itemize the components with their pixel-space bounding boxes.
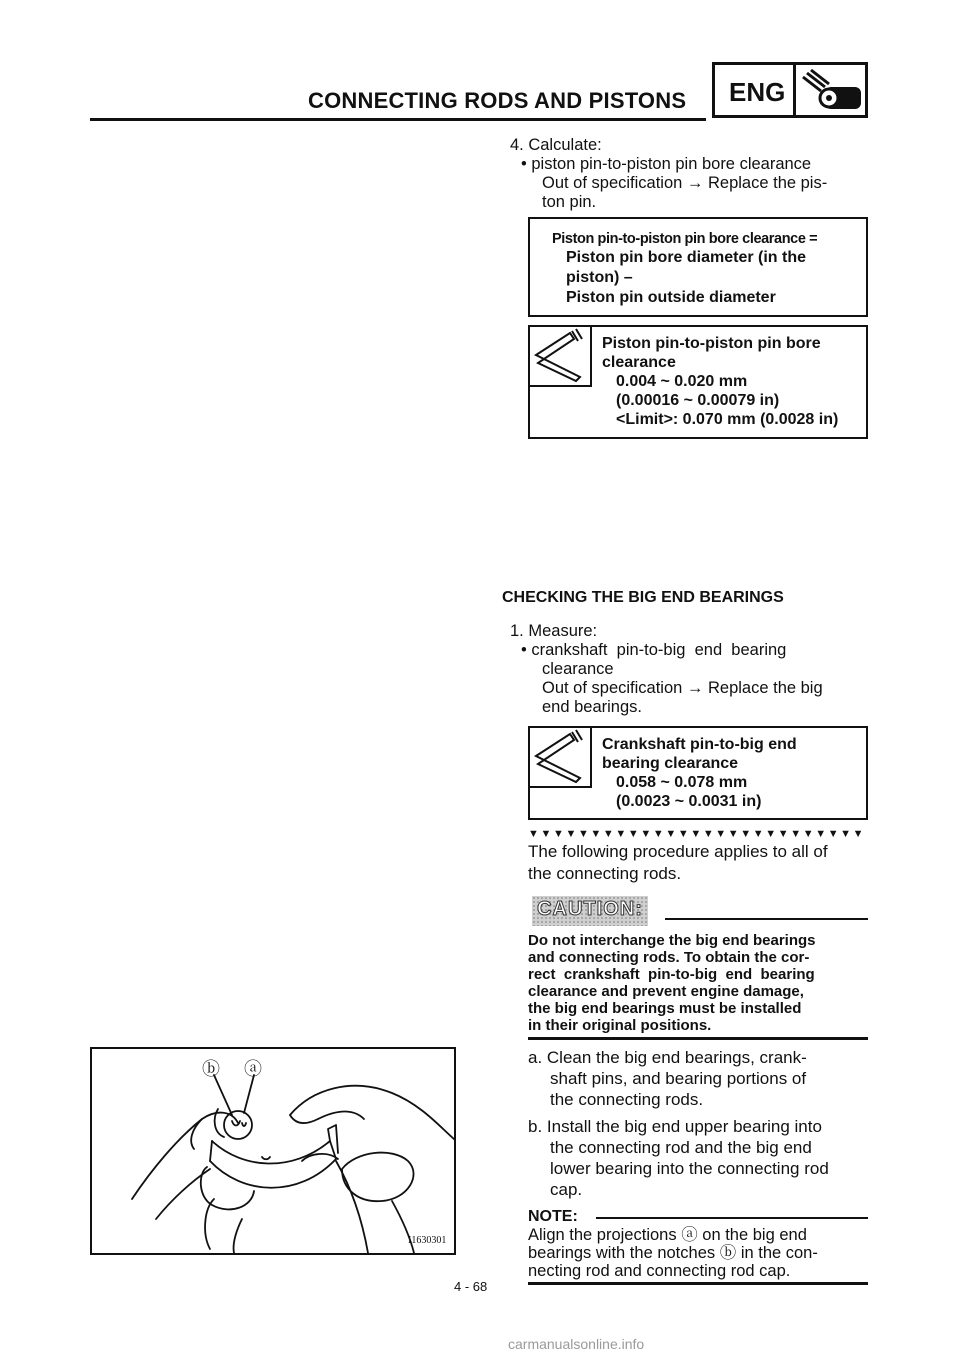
note-fragment: Align the projections xyxy=(528,1226,677,1244)
step-4-bullet: • piston pin-to-piston pin bore clearance xyxy=(521,155,812,173)
formula-line: Piston pin-to-piston pin bore clearance = xyxy=(552,231,818,247)
step-b xyxy=(528,1116,829,1200)
spec-title: Crankshaft pin-to-big end xyxy=(602,736,797,753)
caution-line: the big end bearings must be installed xyxy=(528,1000,802,1017)
step-4-line: Out of specification → Replace the pis- xyxy=(542,174,828,192)
formula-box xyxy=(528,217,868,317)
spec-title: bearing clearance xyxy=(602,755,739,772)
note-fragment: in the con- xyxy=(740,1244,818,1262)
section-badge xyxy=(712,62,868,118)
caution-line: clearance and prevent engine damage, xyxy=(528,983,804,1000)
caliper-icon-box xyxy=(530,327,592,387)
step-a-line: shaft pins, and bearing portions of xyxy=(550,1069,807,1088)
caution-bottom-rule xyxy=(528,1037,868,1040)
note-label: NOTE: xyxy=(528,1208,578,1225)
engine-icon xyxy=(799,67,865,115)
step-4-intro: 4. Calculate: xyxy=(510,136,602,154)
spec-value: 0.004 ~ 0.020 mm xyxy=(616,373,748,390)
step-a-line: a. Clean the big end bearings, crank- xyxy=(528,1048,807,1067)
callout-a-marker: ⓐ xyxy=(681,1226,698,1244)
formula-line: Piston pin bore diameter (in the xyxy=(566,249,807,266)
caution-label: CAUTION: xyxy=(537,898,643,920)
step-1-line: end bearings. xyxy=(542,698,642,716)
caution-line: rect crankshaft pin-to-big end bearing xyxy=(528,966,815,983)
note-line xyxy=(528,1244,818,1262)
procedure-text: the connecting rods. xyxy=(528,864,682,883)
caution-line: in their original positions. xyxy=(528,1017,712,1034)
spec-box xyxy=(528,726,868,820)
bearing-figure xyxy=(90,1047,456,1255)
watermark: carmanualsonline.info xyxy=(508,1336,645,1352)
note-fragment: bearings with the notches xyxy=(528,1244,716,1262)
note-rule xyxy=(596,1217,868,1219)
caliper-icon xyxy=(530,327,588,383)
note-line: necting rod and connecting rod cap. xyxy=(528,1262,791,1280)
step-b-line: b. Install the big end upper bearing into xyxy=(528,1117,822,1136)
caliper-icon-box xyxy=(530,728,592,788)
caliper-icon xyxy=(530,728,588,784)
callout-b-marker: ⓑ xyxy=(719,1244,737,1262)
section-label: ENG xyxy=(729,77,786,107)
spec-box xyxy=(528,325,868,439)
caution-rule xyxy=(665,918,868,920)
step-1-line: clearance xyxy=(542,660,614,678)
procedure-start-markers: ▼▼▼▼▼▼▼▼▼▼▼▼▼▼▼▼▼▼▼▼▼▼▼▼▼▼▼ xyxy=(528,828,866,840)
step-1-bullet: • crankshaft pin-to-big end bearing xyxy=(521,641,787,659)
spec-value: 0.058 ~ 0.078 mm xyxy=(616,774,748,791)
note-fragment: on the big end xyxy=(702,1226,807,1244)
spec-value: (0.0023 ~ 0.0031 in) xyxy=(616,793,762,810)
formula-line: Piston pin outside diameter xyxy=(566,289,776,306)
section-heading: CHECKING THE BIG END BEARINGS xyxy=(502,589,784,606)
caution-line: and connecting rods. To obtain the cor- xyxy=(528,949,810,966)
figure-code: I1630301 xyxy=(408,1235,447,1246)
step-a xyxy=(528,1047,807,1110)
page-title: CONNECTING RODS AND PISTONS xyxy=(308,88,687,113)
note-text xyxy=(528,1226,818,1280)
step-b-line: cap. xyxy=(550,1180,583,1199)
note-bottom-rule xyxy=(528,1282,868,1285)
step-a-line: the connecting rods. xyxy=(550,1090,704,1109)
step-1-intro: 1. Measure: xyxy=(510,622,598,640)
bearing-illustration xyxy=(92,1049,454,1253)
formula-line: piston) – xyxy=(566,269,633,286)
spec-title: clearance xyxy=(602,354,676,371)
callout-a-label: ⓐ xyxy=(244,1059,262,1079)
header-rule xyxy=(90,118,706,121)
page-number: 4 - 68 xyxy=(454,1279,488,1294)
step-b-line: lower bearing into the connecting rod xyxy=(550,1159,829,1178)
spec-limit: <Limit>: 0.070 mm (0.0028 in) xyxy=(616,411,839,428)
spec-title: Piston pin-to-piston pin bore xyxy=(602,335,821,352)
note-line xyxy=(528,1226,818,1244)
procedure-text: The following procedure applies to all of xyxy=(528,842,828,861)
caution-line: Do not interchange the big end bearings xyxy=(528,932,816,949)
callout-b-label: ⓑ xyxy=(202,1059,220,1079)
spec-value: (0.00016 ~ 0.00079 in) xyxy=(616,392,780,409)
step-1-line: Out of specification → Replace the big xyxy=(542,679,823,697)
caution-badge xyxy=(532,896,648,926)
badge-divider xyxy=(793,65,796,115)
caution-text xyxy=(528,932,868,1034)
step-4-line: ton pin. xyxy=(542,193,597,211)
step-b-line: the connecting rod and the big end xyxy=(550,1138,812,1157)
